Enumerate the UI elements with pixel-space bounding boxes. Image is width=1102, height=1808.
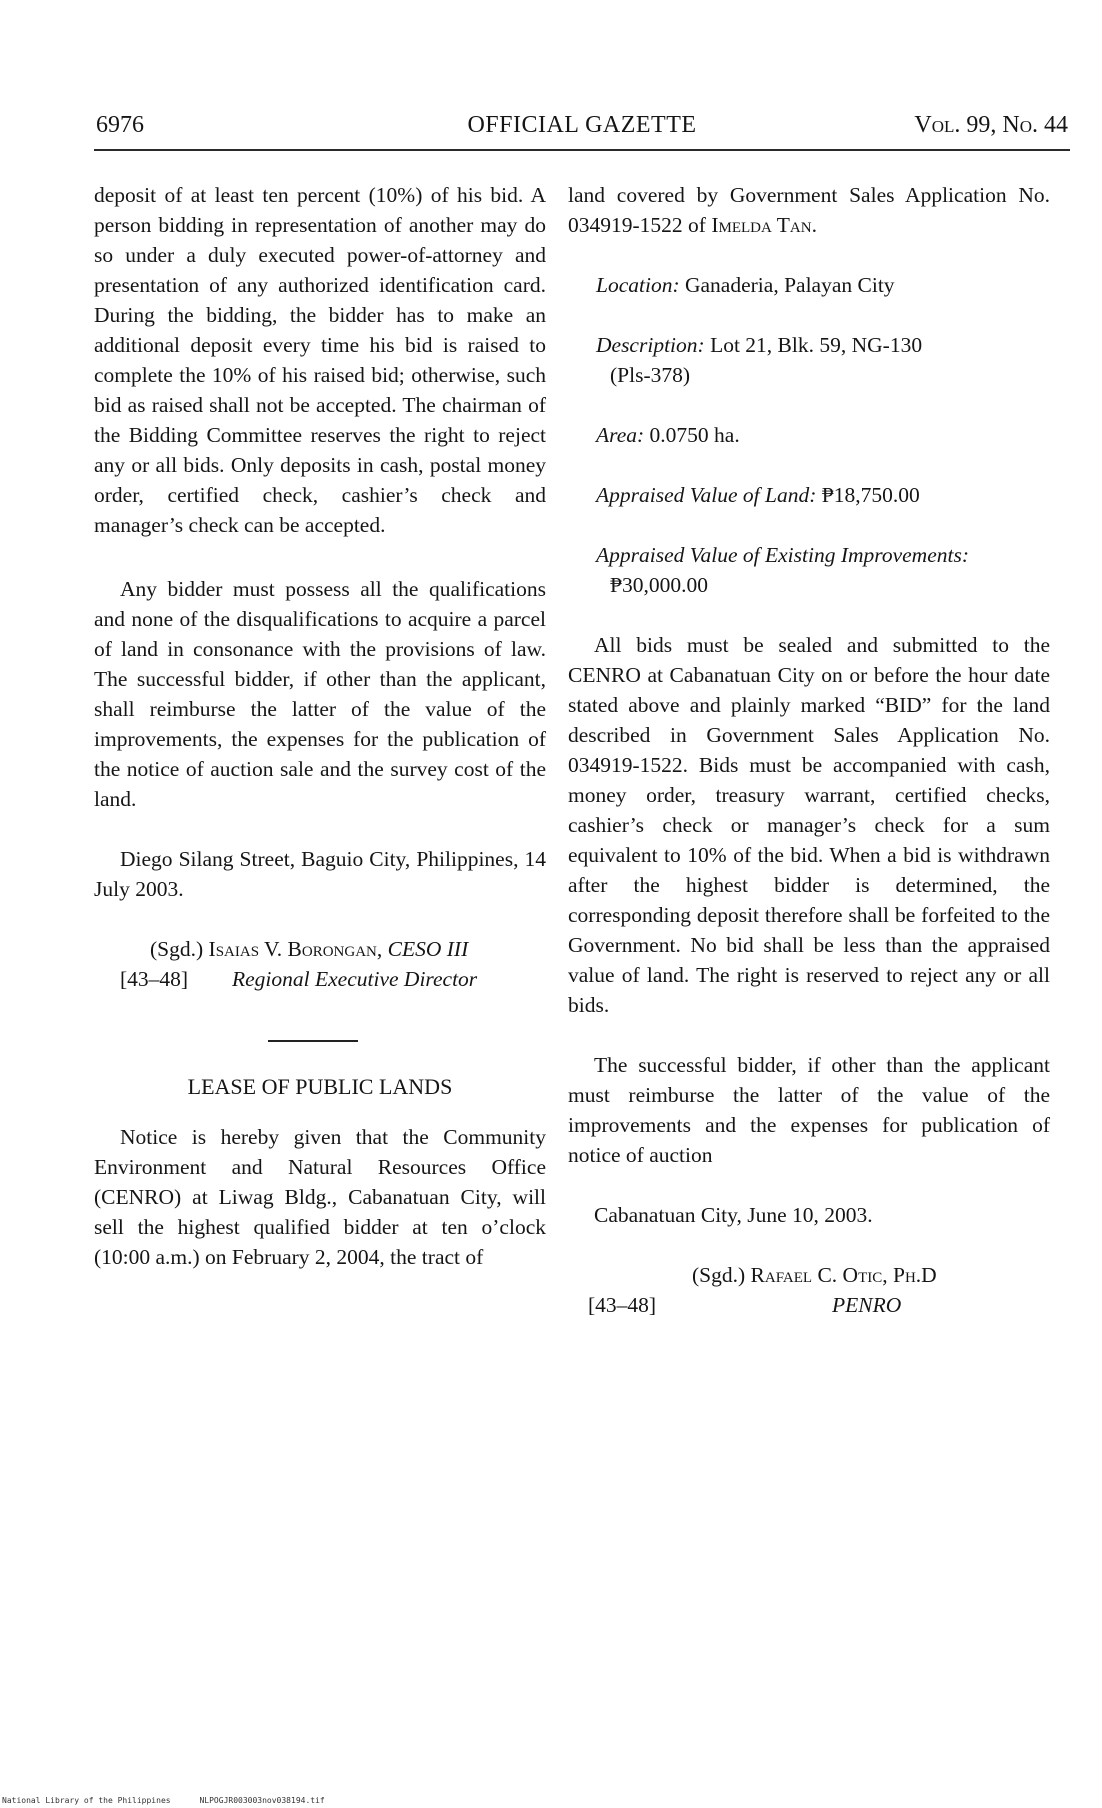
signature-block-right	[568, 1260, 1050, 1322]
qualifications-paragraph: Any bidder must possess all the qualifications and none of the disqualifications to acquire a parcel of land in consonance with the provisions of law. The successful bidder, if other than the applicant, shall reimburse the latter of the value of the improvements, the expenses for the publication of the notice of auction sale and the survey cost of the land.	[94, 577, 546, 811]
signature-block	[94, 934, 546, 996]
improvements-value-field: Appraised Value of Existing Improvements: ₱30,000.00	[596, 543, 969, 597]
deposit-paragraph: deposit of at least ten percent (10%) of his bid. A person bidding in representation of another may do so under a duly executed power-of-attorney and presentation of any authorized identification card. During the bidding, the bidder has to make an additional deposit every time his bid is raised to complete the 10% of his raised bid; otherwise, such bid as raised shall not be accepted. The chairman of the Bidding Committee reserves the right to reject any or all bids. Only deposits in cash, postal money order, certified check, cashier’s check and manager’s check can be accepted.	[94, 183, 546, 537]
location-field: Location: Ganaderia, Palayan City	[596, 273, 895, 297]
left-column	[94, 180, 546, 1272]
publication-title: OFFICIAL GAZETTE	[467, 112, 697, 138]
area-field: Area: 0.0750 ha.	[596, 423, 740, 447]
header-rule	[94, 149, 1070, 151]
issue-reference: [43–48]	[120, 967, 189, 991]
page-header	[96, 112, 1068, 144]
scan-footer: National Library of the Philippines NLPOGJR003003nov038194.tif	[2, 1796, 325, 1805]
place-date: Diego Silang Street, Baguio City, Philippines, 14 July 2003.	[94, 847, 546, 901]
volume-number: Vol. 99, No. 44	[914, 112, 1068, 138]
bids-paragraph: All bids must be sealed and submitted to the CENRO at Cabanatuan City on or before the hour date stated above and plainly marked “BID” for the land described in Government Sales Application No. 034919-1522. Bids must be accompanied with cash, money order, treasury warrant, certified checks, cashier’s check or manager’s check for a sum equivalent to 10% of the bid. When a bid is withdrawn after the highest bidder is determined, the corresponding deposit therefore shall be forfeited to the Government. No bid shall be less than the appraised value of land. The right is reserved to reject any or all bids.	[568, 633, 1050, 1017]
land-value-field: Appraised Value of Land: ₱18,750.00	[596, 483, 920, 507]
signatory-name: (Sgd.) Isaias V. Borongan, CESO III	[150, 937, 469, 961]
section-divider	[268, 1040, 358, 1042]
description-field: Description: Lot 21, Blk. 59, NG-130 (Pls-378)	[596, 333, 923, 387]
notice-paragraph: Notice is hereby given that the Community Environment and Natural Resources Office (CENRO) at Liwag Bldg., Cabanatuan City, will sell the highest qualified bidder at ten o’clock (10:00 a.m.) on February 2, 2004, the tract of	[94, 1125, 546, 1269]
section-title: LEASE OF PUBLIC LANDS	[187, 1074, 453, 1099]
issue-reference-right: [43–48]	[588, 1293, 657, 1317]
reimbursement-paragraph: The successful bidder, if other than the applicant must reimburse the latter of the value of the improvements and the expenses for publication of notice of auction	[568, 1053, 1050, 1167]
right-column	[568, 180, 1050, 1322]
place-date-right: Cabanatuan City, June 10, 2003.	[594, 1203, 873, 1227]
signatory-role-right: PENRO	[832, 1293, 902, 1317]
signatory-name-right: (Sgd.) Rafael C. Otic, Ph.D	[692, 1263, 937, 1287]
applicant-name: Imelda Tan	[711, 213, 812, 237]
page-number: 6976	[96, 112, 144, 138]
application-paragraph: land covered by Government Sales Application No. 034919-1522 of Imelda Tan.	[568, 183, 1050, 237]
signatory-role: Regional Executive Director	[232, 967, 478, 991]
